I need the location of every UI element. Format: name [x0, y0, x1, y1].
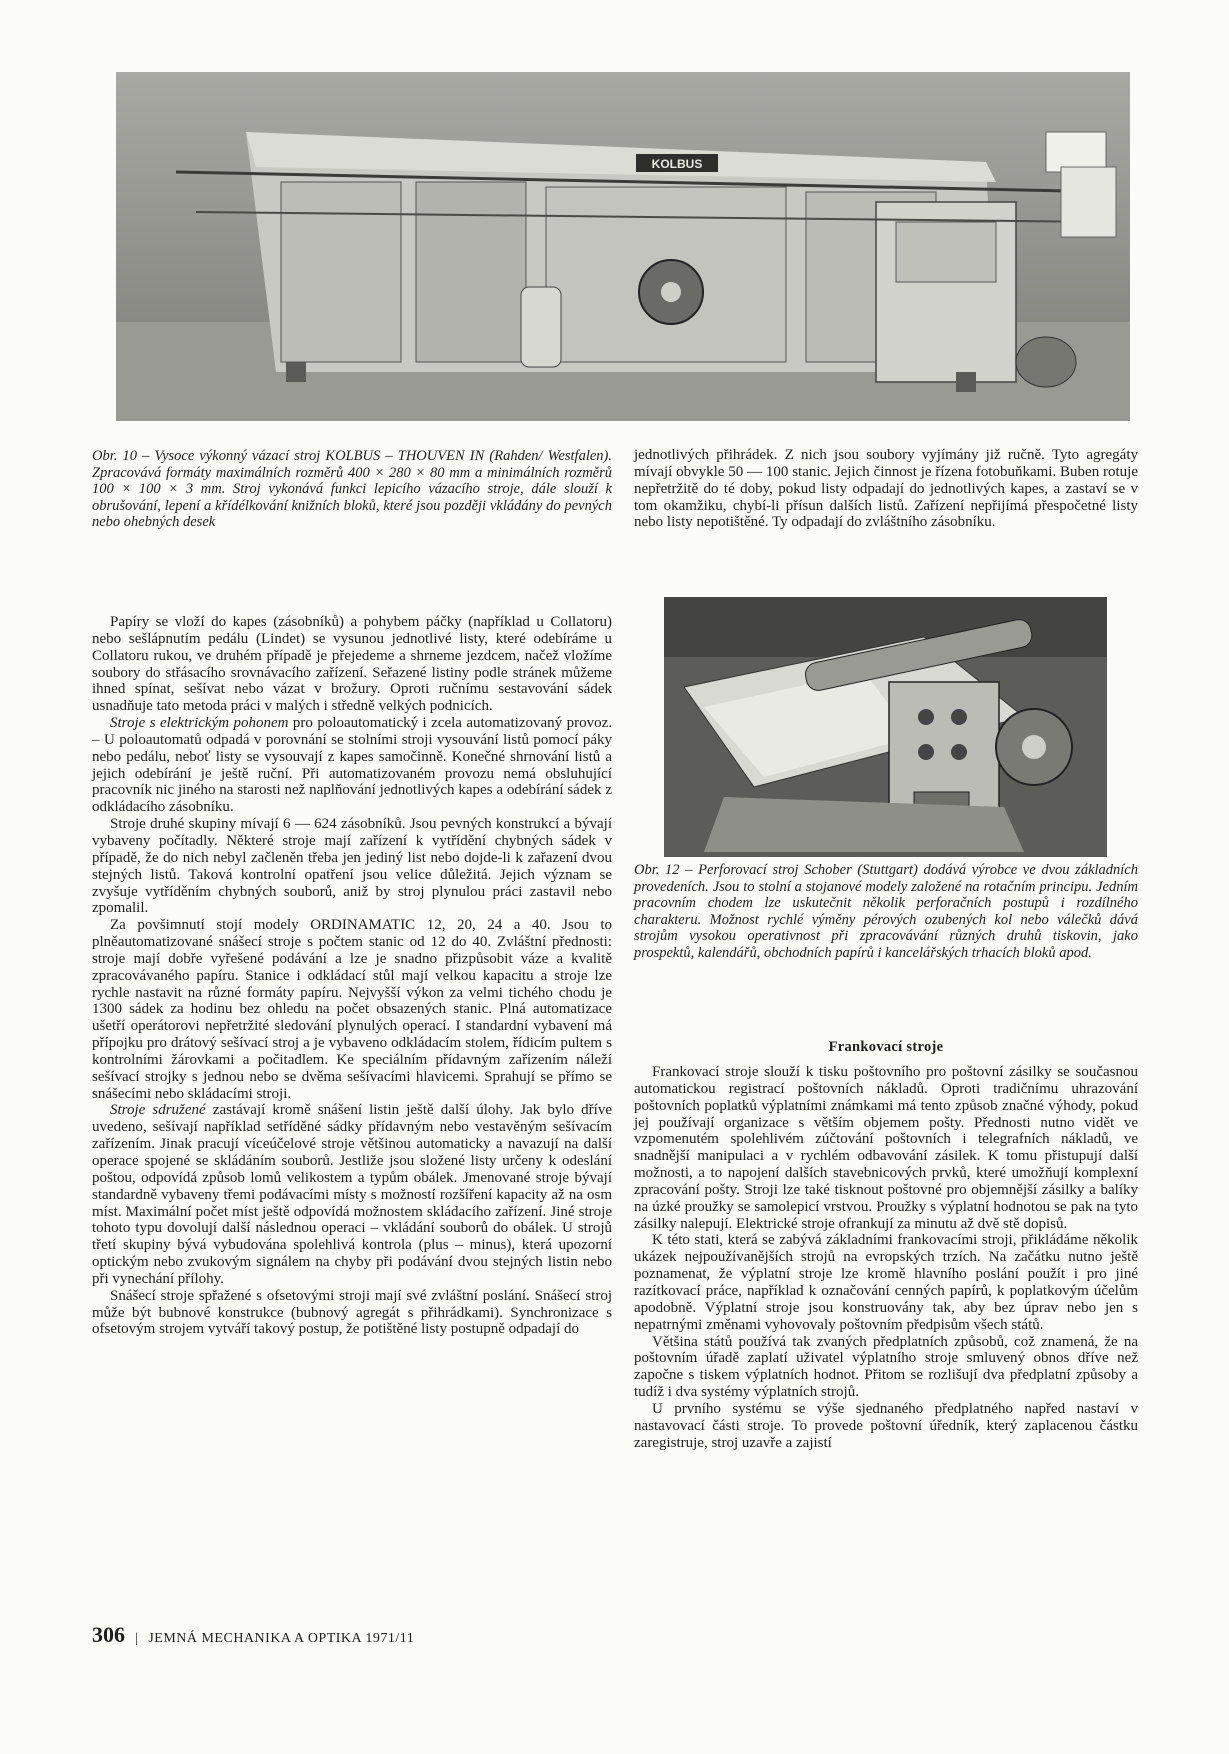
left-paragraph-body: pro poloautomatický i zcela automatizovaný provoz. – U poloautomatů odpadá v porovnání se stolními stroji vysouvání listů pomocí páky nebo pedálu, neboť listy se vysouvají z kapes samočinně. Konečné shrnování listů a jejich odebírání je ještě ruční. Při automatizovaném provozu nemá obsluhující pracovník nic jiného na starosti než naplňování jednotlivých kapes a odebírání sádek z odkládacího zásobníku. — [92, 715, 612, 816]
section-paragraph: K této stati, která se zabývá základními frankovacími stroji, přikládáme několik ukázek nejpoužívanějších strojů na evropských trzích. Na začátku nutno ještě poznamenat, že výplatní stroje lze kromě hlavního poslání použít i pro jiné razítkovací práce, například k označování cenných papírů, k poplatkovým účelům apodobně. Výplatní stroje jsou konstruovány tak, aby bez úprav nebo jen s nepatrnými změnami vyhovovaly poštovním předpisům všech států. — [634, 1232, 1138, 1333]
left-paragraph: Stroje druhé skupiny mívají 6 — 624 zásobníků. Jsou pevných konstrukcí a bývají vybaveny počítadly. Některé stroje mají zařízení k vytřídění chybných sádek v případě, že do nich nebyl začleněn třeba jen jediný list nebo dojde-li k zařazení dvou stejných listů. Taková kontrolní opatření jsou velice důležitá. Jejich význam se zvyšuje vytříděním chybných souborů, aniž by stroj plynulou práci zastavil nebo zpomalil. — [92, 816, 612, 917]
left-column — [92, 614, 612, 1338]
schober-machine-illustration — [664, 597, 1107, 857]
caption-obr12-text: Obr. 12 – Perforovací stroj Schober (Stuttgart) dodává výrobce ve dvou základních provedeních. Jsou to stolní a stojanové modely založené na rotačním principu. Jedním pracovním chodem lze uskutečnit několik perforačních postupů i rozdílného charakteru. Možnost rychlé výměny pérových ozubených kol nebo válečků dává strojům vysokou operativnost při zpracovávání různých druhů tiskovin, jako prospektů, kalendářů, obchodních papírů i kancelářských trhacích bloků apod. — [634, 862, 1138, 961]
footer-separator: | — [135, 1631, 139, 1646]
right-top-paragraph: jednotlivých přihrádek. Z nich jsou soubory vyjímány již ručně. Tyto agregáty mívají obvykle 50 — 100 stanic. Jejich činnost je řízena fotobuňkami. Buben rotuje nepřetržitě do té doby, pokud listy odpadají do jednotlivých kapes, a zastaví se v tom okamžiku, chybí-li přísun dalších listů. Zařízení nepřijímá přespočetné listy nebo listy nepotištěné. Ty odpadají do zvláštního zásobníku. — [634, 447, 1138, 531]
section-paragraph: Frankovací stroje slouží k tisku poštovního pro poštovní zásilky se současnou automatickou registrací poštovních nákladů. Oproti tradičnímu uhrazování poštovních poplatků výplatními známkami má tento způsob značné výhody, pokud jej používají organizace s větším objemem pošty. Přednosti nutno vidět ve vzpomenutém spolehlivém zúčtování poštovních i telegrafních nákladů, ve snadnější manipulaci a v rychlém odbavování zásilek. K tomu přistupují další možnosti, a to napojení dalších stavebnicových prvků, které umožňují komplexní zpracování pošty. Stroji lze také tisknout poštovné pro objemnější zásilky a balíky na úzké proužky se samolepicí vrstvou. Proužky s výplatní hodnotou se pak na tyto zásilky nalepují. Elektrické stroje ofrankují za minutu až dvě stě dopisů. — [634, 1064, 1138, 1232]
page-footer — [92, 1622, 592, 1648]
kolbus-nameplate: KOLBUS — [651, 157, 703, 171]
left-paragraph — [92, 1102, 612, 1287]
left-paragraph-italic-lead: Stroje s elektrickým pohonem — [110, 715, 289, 732]
figure-caption-obr12 — [634, 862, 1138, 961]
left-paragraph: Papíry se vloží do kapes (zásobníků) a pohybem páčky (například u Collatoru) nebo sešlápnutím pedálu (Lindet) se vysunou jednotlivé listy, které odebíráme u Collatoru rukou, ve druhém případě je přejedeme a shrneme jezdcem, načež vložíme soubory do střásacího srovnávacího zařízení. Seřazené listiny podle stránek můžeme ihned spínat, sešívat nebo vázat v brožury. Oproti ručnímu sestavování sádek usnadňuje tato metoda práci v malých i středně velkých podnicích. — [92, 614, 612, 715]
section-paragraph: U prvního systému se výše sjednaného předplatného napřed nastaví v nastavovací části stroje. To provede poštovní úředník, který zaplacenou částku zaregistruje, stroj uzavře a zajistí — [634, 1400, 1138, 1451]
left-paragraph-body: zastávají kromě snášení listin ještě další úlohy. Jak bylo dříve uvedeno, sešívají například setříděné sádky přídavným nebo vestavěným sešívacím zařízením. Jinak pracují víceúčelové stroje většinou automaticky a navazují na další operace spojené se skládáním souborů. Jestliže jsou složené listy určeny k odeslání poštou, odpovídá způsob lomů velikostem a typům obálek. Jmenované stroje bývají standardně vybaveny třemi podávacími místy s možností rozšíření kapacity až na osm míst. Maximální počet míst ještě odpovídá možnostem skládacího zařízení. Jiné stroje tohoto typu dovolují další následnou operaci – vkládání souborů do obálek. U strojů třetí skupiny bývá vybudována spolehlivá kontrola (plus – minus), která upozorní optickým nebo zvukovým signálem na chyby při podávání dvou stejných listin nebo při vynechání přílohy. — [92, 1102, 612, 1287]
section-paragraph: Většina států používá tak zvaných předplatních způsobů, což znamená, že na poštovním úřadě zaplatí uživatel výplatního stroje smluvený obnos dříve než započne s tiskem výplatních hodnot. Přitom se rozlišují dva předplatní způsoby a tudíž i dva systémy výplatních strojů. — [634, 1333, 1138, 1401]
section-heading: Frankovací stroje — [828, 1039, 944, 1055]
right-column-top-text — [634, 447, 1138, 531]
left-paragraph: Za povšimnutí stojí modely ORDINAMATIC 12, 20, 24 a 40. Jsou to plněautomatizované snášecí stroje s počtem stanic od 12 do 40. Zvláštní přednosti: stroje mají dobře vyřešené podávání a lze je snadno přizpůsobit váze a kvalitě zpracovávaného papíru. Stanice i odkládací stůl mají velkou kapacitu a stroje lze rychle nastavit na různé formáty papíru. Nejvyšší výkon za velmi tichého chodu je 1300 sádek za hodinu bez ohledu na počet obsazených stanic. Plná automatizace ušetří operátorovi nepřetržité sledování plynulých operací. I standardní vybavení má přípojku pro drátový sešívací stroj a je vybaveno odkládacím stolem, řídicím pultem s kontrolními žárovkami a počitadlem. Ke speciálním přídavným zařízením náleží sešívací strojky s jednou nebo se dvěma sešívacími hlavicemi. Sprahují se přímo se snášecími nebo skládacími stroji. — [92, 917, 612, 1102]
caption-obr10-text: Obr. 10 – Vysoce výkonný vázací stroj KOLBUS – THOUVEN IN (Rahden/ Westfalen). Zpracovává formáty maximálních rozměrů 400 × 280 × 80 mm a minimálních rozměrů 100 × 100 × 3 mm. Stroj vykonává funkci lepicího vázacího stroje, dále slouží k obrušování, lepení a křídélkování knižních bloků, které jsou později vkládány do pevných nebo ohebných desek — [92, 448, 612, 530]
figure-schober-photo — [664, 597, 1107, 857]
left-paragraph — [92, 715, 612, 816]
kolbus-machine-illustration — [116, 72, 1130, 421]
left-paragraph: Snášecí stroje spřažené s ofsetovými stroji mají své zvláštní poslání. Snášecí stroj může být bubnové konstrukce (bubnový agregát s přihrádkami). Synchronizace s ofsetovým strojem vytváří takový postup, že potištěné listy postupně odpadají do — [92, 1287, 612, 1338]
right-column-section — [634, 1064, 1138, 1451]
journal-name: JEMNÁ MECHANIKA A OPTIKA 1971/11 — [148, 1631, 415, 1646]
figure-caption-obr10 — [92, 448, 612, 531]
figure-kolbus-photo — [116, 72, 1130, 421]
page-number: 306 — [92, 1622, 125, 1647]
left-paragraph-italic-lead: Stroje sdružené — [110, 1102, 206, 1119]
